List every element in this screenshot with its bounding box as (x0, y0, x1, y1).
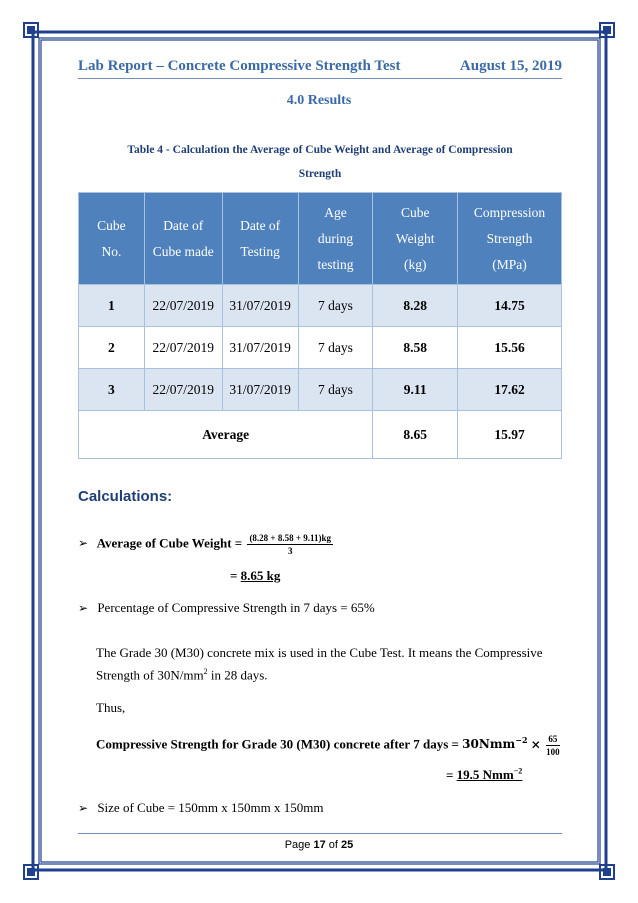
cell-date-made: 22/07/2019 (144, 327, 222, 369)
header-cube-weight: Cube Weight (kg) (373, 193, 458, 285)
cell-strength: 15.56 (458, 327, 562, 369)
cell-date-testing: 31/07/2019 (222, 369, 298, 411)
avg-weight-result: 8.65 kg (240, 568, 281, 583)
cell-age: 7 days (298, 369, 373, 411)
cell-strength: 14.75 (458, 285, 562, 327)
page-total: 25 (341, 839, 354, 851)
cell-age: 7 days (298, 327, 373, 369)
header-age: Age during testing (298, 193, 373, 285)
cell-cube-no: 3 (79, 369, 145, 411)
cell-date-testing: 31/07/2019 (222, 285, 298, 327)
grade-line2: Strength of $30N/mm^2$ in 28 days. (96, 667, 268, 683)
table-row (79, 369, 562, 411)
header-title: Lab Report – Concrete Compressive Strength Test (78, 58, 401, 74)
average-label: Average (79, 411, 373, 459)
avg-weight-label: Average of Cube Weight = (96, 535, 243, 551)
cell-date-testing: 31/07/2019 (222, 327, 298, 369)
cell-age: 7 days (298, 285, 373, 327)
strength-label: Compressive Strength for Grade 30 (M30) concrete after 7 days = (96, 736, 459, 752)
avg-weight-fraction (247, 532, 333, 557)
avg-weight-numerator: (8.28 + 8.58 + 9.11)kg (249, 533, 331, 543)
header-compression-strength: Compression Strength (MPa) (458, 193, 562, 285)
avg-weight-line (78, 532, 333, 557)
header-cube-no: Cube No. (79, 193, 145, 285)
bullet-arrow-icon: ➢ (78, 801, 89, 815)
cell-date-made: 22/07/2019 (144, 285, 222, 327)
average-weight: 8.65 (373, 411, 458, 459)
cell-weight: 8.58 (373, 327, 458, 369)
page-header (78, 58, 562, 75)
page-current: 17 (313, 839, 326, 851)
section-title: 4.0 Results (286, 93, 352, 108)
table-header-row (79, 193, 562, 285)
cell-weight: 9.11 (373, 369, 458, 411)
bullet-arrow-icon: ➢ (78, 536, 89, 551)
average-strength: 15.97 (458, 411, 562, 459)
page-footer: Page 17 of 25 (284, 839, 354, 851)
footer-divider (78, 833, 562, 834)
strength-fraction: $\frac{65}{100}$ (546, 734, 560, 757)
strength-result-line: = 19.5 Nmm$^{-2}$ (446, 767, 523, 783)
cube-size-line: ➢ Size of Cube = 150mm x 150mm x 150mm (78, 800, 324, 815)
avg-weight-denominator: 3 (287, 546, 293, 556)
table-caption-line2: Strength (298, 168, 342, 180)
strength-line (96, 733, 560, 758)
table-caption-line1: Table 4 - Calculation the Average of Cube Weight and Average of Compression (127, 144, 513, 156)
header-date-made: Date of Cube made (144, 193, 222, 285)
table-caption (78, 138, 562, 186)
percentage-line: ➢ Percentage of Compressive Strength in 7 days = 65% (78, 600, 375, 615)
table-row (79, 285, 562, 327)
bullet-arrow-icon: ➢ (78, 601, 89, 615)
header-date-testing: Date of Testing (222, 193, 298, 285)
thus-text: Thus, (96, 700, 126, 715)
results-table (78, 192, 562, 459)
cell-cube-no: 2 (79, 327, 145, 369)
avg-weight-result-line: = 8.65 kg (230, 568, 281, 583)
cell-date-made: 22/07/2019 (144, 369, 222, 411)
cell-weight: 8.28 (373, 285, 458, 327)
cell-strength: 17.62 (458, 369, 562, 411)
strength-result: 19.5 Nmm$^{-2}$ (456, 767, 523, 783)
cell-cube-no: 1 (79, 285, 145, 327)
times-symbol: × (530, 737, 541, 752)
header-date: August 15, 2019 (459, 58, 562, 74)
calculations-heading: Calculations: (78, 488, 173, 505)
strength-value: 30Nmm$^{-2}$ (462, 735, 528, 752)
header-divider (78, 78, 562, 79)
grade-line1: The Grade 30 (M30) concrete mix is used in the Cube Test. It means the Compressive (96, 645, 543, 660)
table-average-row (79, 411, 562, 459)
table-row (79, 327, 562, 369)
